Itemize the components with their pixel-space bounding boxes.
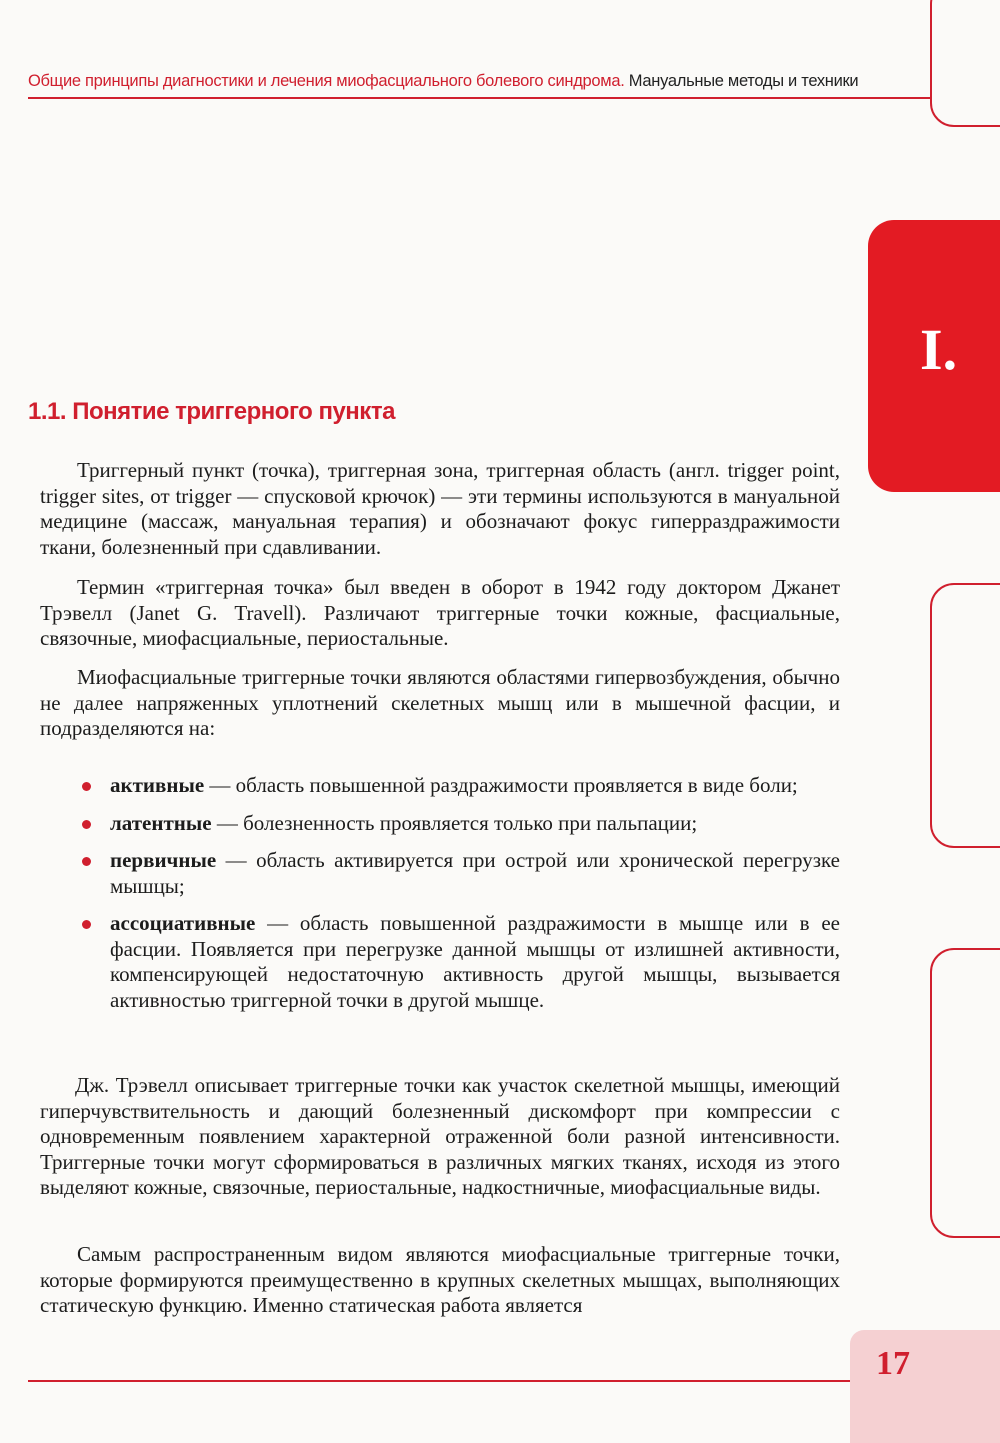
section-title: 1.1. Понятие триггерного пункта [28,398,395,425]
list-item [82,811,840,837]
chapter-tab-outline-2 [930,583,1000,848]
paragraph-4: Дж. Трэвелл описывает триггерные точки как участок скелетной мышцы, имеющий гиперчувствительность и дающий болезненный дискомфорт при компрессии с одновременным появлением характерной отраженной боли разной интенсивности. Триггерные точки могут сформироваться в различных мягких тканях, исходя из этого выделяют кожные, связочные, периостальные, надкостничные, миофасциальные виды. [40,1073,840,1199]
bullet-dot-icon [82,920,91,929]
running-header [28,72,923,91]
list-item [82,773,840,799]
list-item [82,911,840,1013]
list-item-term: первичные [110,848,217,872]
paragraph-2: Термин «триггерная точка» был введен в оборот в 1942 году доктором Джанет Трэвелл (Janet G. Travell). Различают триггерные точки кожные, фасциальные, связочные, миофасциальные, периостальные. [40,575,840,650]
list-item-text: — область повышенной раздражимости в мышце или в ее фасции. Появляется при перегрузке данной мышцы от излишней активности, компенсирующей недостаточную активность другой мышцы, вызывается активностью триггерной точки в другой мышце. [110,911,840,1012]
list-item-text: — болезненность проявляется только при пальпации; [211,810,698,835]
header-rule [28,97,931,99]
header-title-red: Общие принципы диагностики и лечения миофасциального болевого синдрома. [28,72,625,90]
list-item [82,848,840,899]
paragraph-3: Миофасциальные триггерные точки являются областями гипервозбуждения, обычно не далее напряженных уплотнений скелетных мышц или в мышечной фасции, и подразделяются на: [40,665,840,740]
page-number: 17 [876,1345,910,1382]
footer-rule [28,1380,850,1382]
list-item-text: — область повышенной раздражимости проявляется в виде боли; [204,773,798,797]
bullet-dot-icon [82,820,91,829]
chapter-tab-label: I. [920,317,958,382]
paragraph-1: Триггерный пункт (точка), триггерная зона, триггерная область (англ. trigger point, trigger sites, от trigger — спусковой крючок) — эти термины используются в мануальной медицине (массаж, мануальная терапия) и обозначают фокус гиперраздражимости ткани, болезненный при сдавливании. [40,458,840,559]
chapter-tab [868,220,1000,492]
page-number-box [850,1330,1000,1443]
chapter-tab-outline-3 [930,948,1000,1238]
header-title-dark: Мануальные методы и техники [628,72,859,90]
list-item-term: активные [110,773,205,797]
list-item-text: — область активируется при острой или хронической перегрузке мышцы; [110,848,840,898]
bullet-dot-icon [82,782,91,791]
bullet-dot-icon [82,857,91,866]
trigger-point-types-list [82,773,840,1025]
list-item-term: ассоциативные [110,911,256,935]
chapter-tab-outline-top [930,0,1000,127]
list-item-term: латентные [110,810,212,835]
paragraph-5: Самым распространенным видом являются миофасциальные триггерные точки, которые формируются преимущественно в крупных скелетных мышцах, выполняющих статическую функцию. Именно статическая работа является [40,1242,840,1317]
